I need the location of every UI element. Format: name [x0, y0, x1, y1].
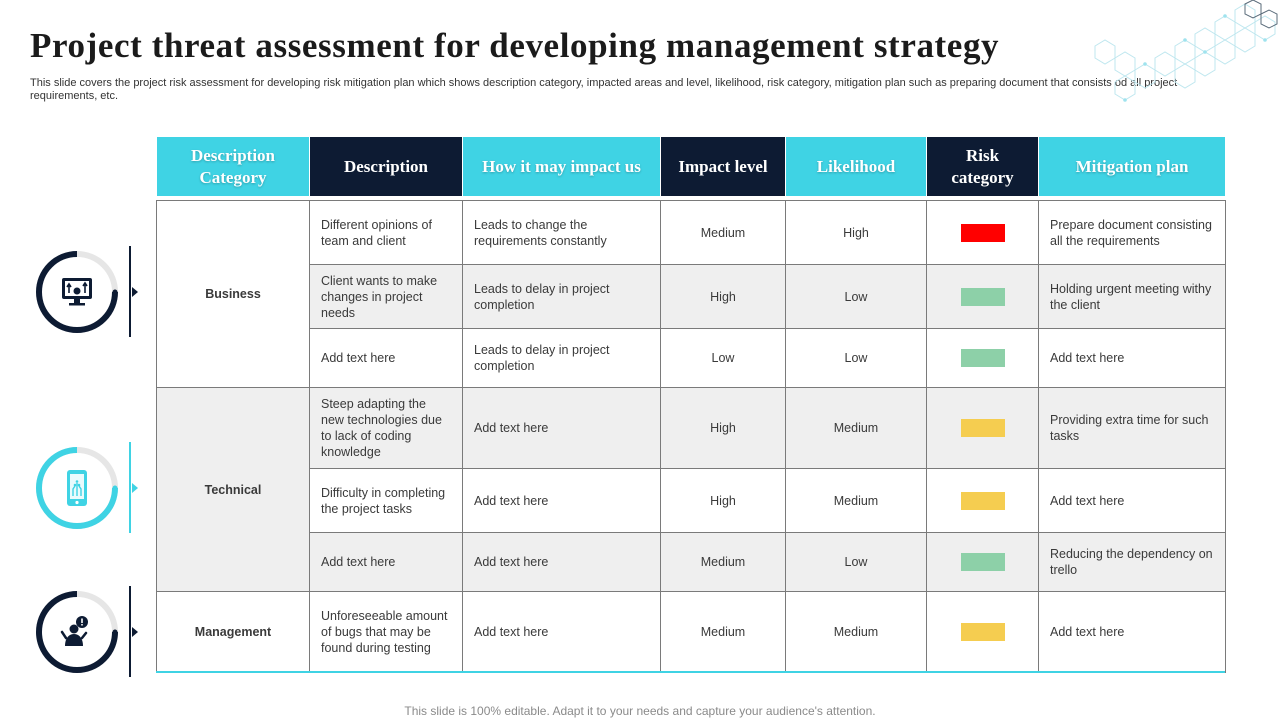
table-row [157, 388, 1226, 469]
header-impact-level: Impact level [661, 137, 786, 197]
risk-indicator-low [961, 553, 1005, 571]
table-bottom-accent-line [156, 671, 1225, 673]
impact-cell: Add text here [463, 388, 661, 469]
risk-indicator-medium [961, 623, 1005, 641]
category-business: Business [157, 201, 310, 388]
mitigation-cell: Add text here [1039, 329, 1226, 388]
footer-note: This slide is 100% editable. Adapt it to your needs and capture your audience's attention. [404, 704, 876, 718]
likelihood-cell: Medium [786, 469, 927, 533]
impact-level-cell: Low [661, 329, 786, 388]
impact-cell: Leads to delay in project completion [463, 265, 661, 329]
smartphone-circuit-icon [65, 469, 89, 507]
management-icon-badge [30, 586, 140, 676]
header-description-category: Description Category [157, 137, 310, 197]
mitigation-cell: Prepare document consisting all the requirements [1039, 201, 1226, 265]
table-row [157, 533, 1226, 592]
mitigation-cell: Reducing the dependency on trello [1039, 533, 1226, 592]
risk-cell [927, 201, 1039, 265]
impact-level-cell: Medium [661, 201, 786, 265]
header-mitigation-plan: Mitigation plan [1039, 137, 1226, 197]
description-cell: Different opinions of team and client [310, 201, 463, 265]
impact-level-cell: High [661, 388, 786, 469]
risk-cell [927, 265, 1039, 329]
monitor-growth-icon [60, 276, 94, 308]
impact-cell: Add text here [463, 533, 661, 592]
likelihood-cell: Medium [786, 592, 927, 673]
impact-cell: Leads to delay in project completion [463, 329, 661, 388]
impact-level-cell: High [661, 265, 786, 329]
mitigation-cell: Providing extra time for such tasks [1039, 388, 1226, 469]
header-description: Description [310, 137, 463, 197]
description-cell: Client wants to make changes in project needs [310, 265, 463, 329]
likelihood-cell: Low [786, 329, 927, 388]
likelihood-cell: Low [786, 265, 927, 329]
likelihood-cell: Low [786, 533, 927, 592]
risk-indicator-medium [961, 492, 1005, 510]
mitigation-cell: Add text here [1039, 592, 1226, 673]
person-alert-icon [60, 614, 94, 648]
table-row [157, 592, 1226, 673]
risk-assessment-table [156, 136, 1226, 673]
table-row [157, 265, 1226, 329]
description-cell: Unforeseeable amount of bugs that may be found during testing [310, 592, 463, 673]
impact-level-cell: High [661, 469, 786, 533]
description-cell: Difficulty in completing the project tasks [310, 469, 463, 533]
mitigation-cell: Add text here [1039, 469, 1226, 533]
risk-indicator-low [961, 288, 1005, 306]
table-row [157, 469, 1226, 533]
risk-cell [927, 388, 1039, 469]
header-likelihood: Likelihood [786, 137, 927, 197]
mitigation-cell: Holding urgent meeting withy the client [1039, 265, 1226, 329]
description-cell: Add text here [310, 533, 463, 592]
likelihood-cell: Medium [786, 388, 927, 469]
description-cell: Add text here [310, 329, 463, 388]
risk-cell [927, 533, 1039, 592]
impact-level-cell: Medium [661, 592, 786, 673]
risk-indicator-medium [961, 419, 1005, 437]
impact-level-cell: Medium [661, 533, 786, 592]
table-row [157, 329, 1226, 388]
page-title: Project threat assessment for developing management strategy [30, 26, 1000, 65]
risk-indicator-high [961, 224, 1005, 242]
table-header-row [157, 137, 1226, 197]
header-risk-category: Risk category [927, 137, 1039, 197]
risk-cell [927, 469, 1039, 533]
table-row [157, 201, 1226, 265]
description-cell: Steep adapting the new technologies due to lack of coding knowledge [310, 388, 463, 469]
category-management: Management [157, 592, 310, 673]
business-icon-badge [30, 246, 140, 336]
risk-indicator-low [961, 349, 1005, 367]
risk-cell [927, 329, 1039, 388]
category-technical: Technical [157, 388, 310, 592]
impact-cell: Add text here [463, 592, 661, 673]
technical-icon-badge [30, 442, 140, 532]
hexagon-pattern-decoration [1085, 0, 1280, 115]
impact-cell: Leads to change the requirements constantly [463, 201, 661, 265]
risk-cell [927, 592, 1039, 673]
page-subtitle: This slide covers the project risk assessment for developing risk mitigation plan which shows description category, impacted areas and level, likelihood, risk category, mitigation plan such as preparing document that consists od all project requirements, etc. [30, 77, 1178, 102]
header-impact-area: How it may impact us [463, 137, 661, 197]
impact-cell: Add text here [463, 469, 661, 533]
likelihood-cell: High [786, 201, 927, 265]
